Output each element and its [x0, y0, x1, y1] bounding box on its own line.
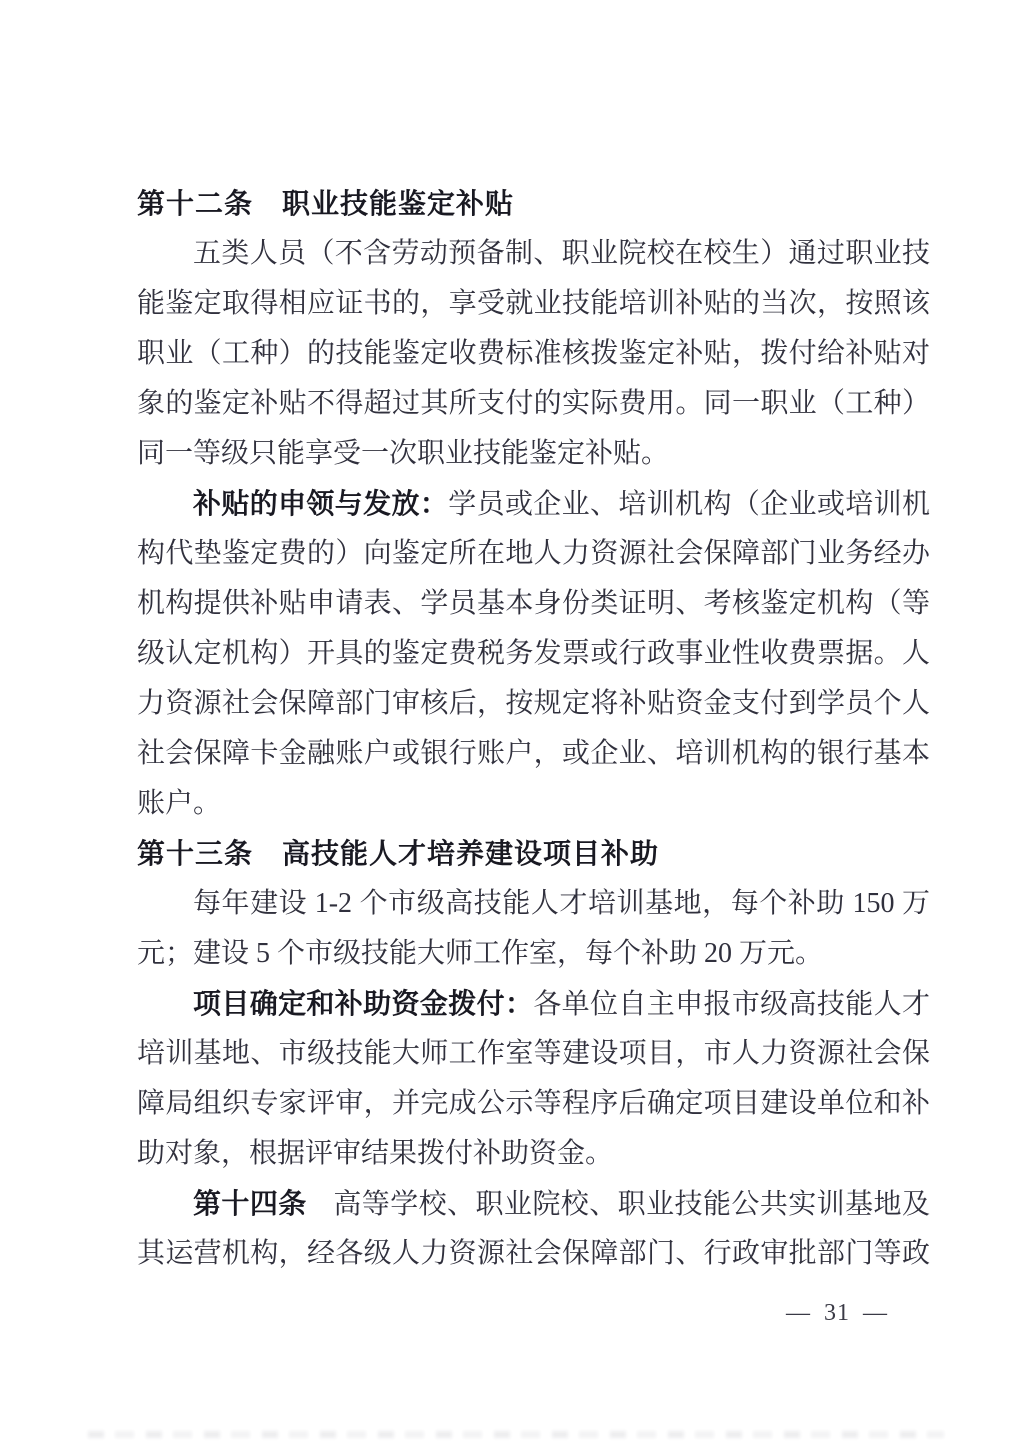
- article-12-claim-line: 账户。: [137, 788, 222, 819]
- article-12-claim-line: 构代垫鉴定费的）向鉴定所在地人力资源社会保障部门业务经办: [137, 538, 930, 569]
- document-body: [137, 179, 930, 1279]
- article-13-para-line: 元；建设 5 个市级技能大师工作室，每个补助 20 万元。: [137, 938, 824, 969]
- article-12-claim-line: 社会保障卡金融账户或银行账户，或企业、培训机构的银行基本: [137, 738, 930, 769]
- claim-lead-label: 补贴的申领与发放：: [193, 488, 449, 519]
- article-12-para-line: 象的鉴定补贴不得超过其所支付的实际费用。同一职业（工种）: [137, 388, 930, 419]
- article-12-claim-line: [137, 479, 930, 529]
- page-number: — 31 —: [786, 1300, 888, 1326]
- article-12-para-line: 五类人员（不含劳动预备制、职业院校在校生）通过职业技: [193, 238, 930, 269]
- claim-line-text: 学员或企业、培训机构（企业或培训机: [448, 489, 930, 520]
- article-13-funding-line: [137, 979, 930, 1029]
- article-13-funding-line: 助对象，根据评审结果拨付补助资金。: [137, 1138, 614, 1169]
- article-12-claim-line: 级认定机构）开具的鉴定费税务发票或行政事业性收费票据。人: [137, 638, 930, 669]
- article-14-line-text: 高等学校、职业院校、职业技能公共实训基地及: [333, 1189, 930, 1220]
- article-13-funding-line: 培训基地、市级技能大师工作室等建设项目，市人力资源社会保: [137, 1038, 930, 1069]
- article-14-para-line: [137, 1179, 930, 1229]
- scan-artifact-strip: [88, 1431, 944, 1438]
- article-13-funding-line: 障局组织专家评审，并完成公示等程序后确定项目建设单位和补: [137, 1088, 930, 1119]
- funding-line-text: 各单位自主申报市级高技能人才: [533, 989, 930, 1020]
- article-12-claim-line: 机构提供补贴申请表、学员基本身份类证明、考核鉴定机构（等: [137, 588, 930, 619]
- article-14-para-line: 其运营机构，经各级人力资源社会保障部门、行政审批部门等政: [137, 1238, 930, 1269]
- article-14-number-label: 第十四条: [193, 1188, 307, 1219]
- article-12-claim-line: 力资源社会保障部门审核后，按规定将补贴资金支付到学员个人: [137, 688, 930, 719]
- article-13-para-line: 每年建设 1-2 个市级高技能人才培训基地，每个补助 150 万: [193, 888, 930, 919]
- article-12-heading: 第十二条 职业技能鉴定补贴: [137, 188, 515, 219]
- article-12-para-line: 能鉴定取得相应证书的，享受就业技能培训补贴的当次，按照该: [137, 288, 930, 319]
- article-13-heading: 第十三条 高技能人才培养建设项目补助: [137, 838, 660, 869]
- article-12-para-line: 同一等级只能享受一次职业技能鉴定补贴。: [137, 438, 670, 469]
- article-12-para-line: 职业（工种）的技能鉴定收费标准核拨鉴定补贴，拨付给补贴对: [137, 338, 930, 369]
- funding-lead-label: 项目确定和补助资金拨付：: [193, 988, 534, 1019]
